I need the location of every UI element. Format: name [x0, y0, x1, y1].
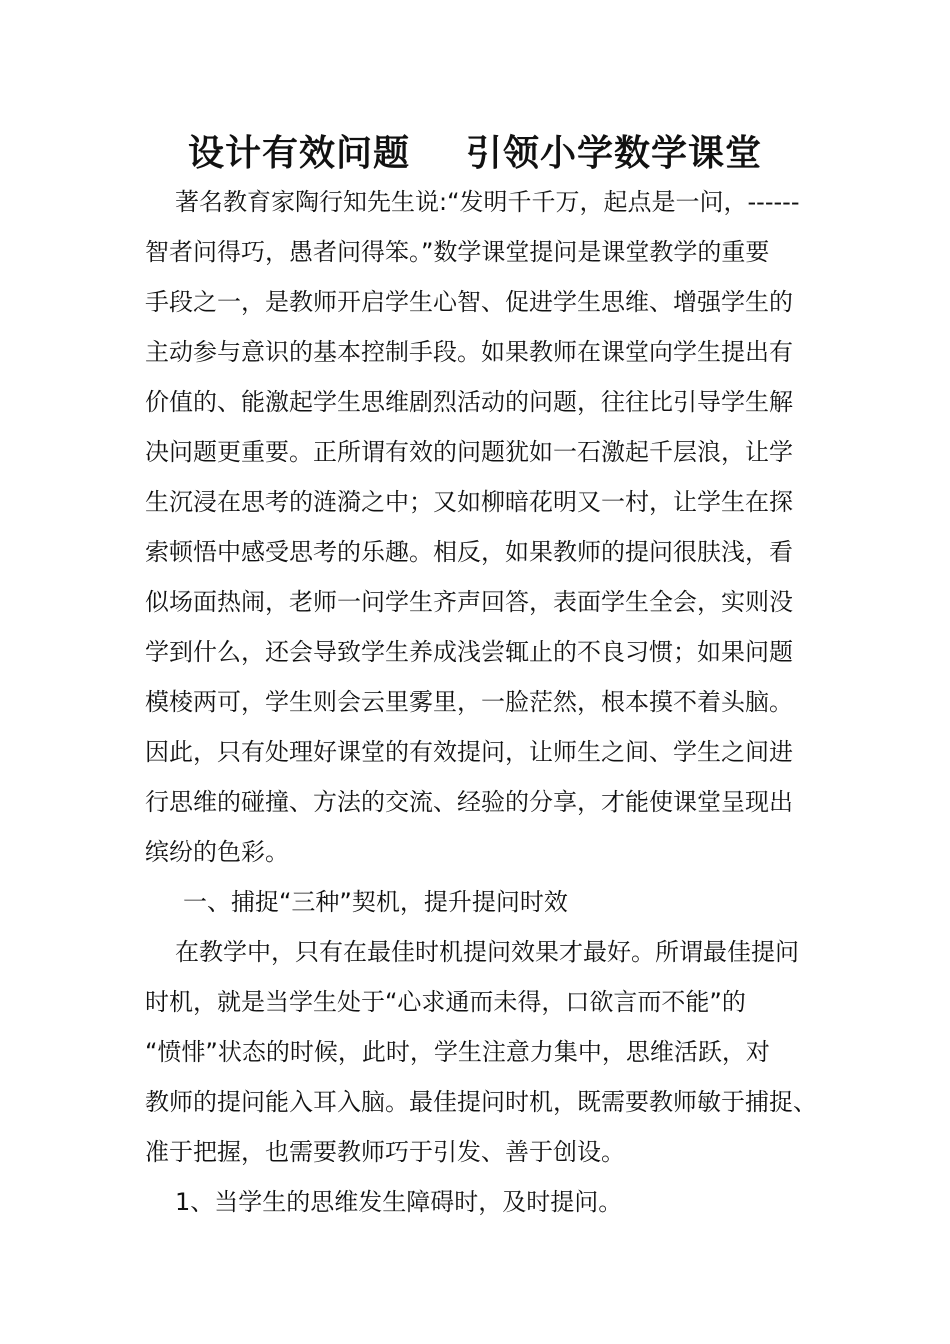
paragraph-line: 生沉浸在思考的涟漪之中；又如柳暗花明又一村，让学生在探	[145, 488, 793, 516]
paragraph-line: 主动参与意识的基本控制手段。如果教师在课堂向学生提出有	[145, 338, 793, 366]
paragraph-line: 著名教育家陶行知先生说:“发明千千万，起点是一问，------	[175, 188, 800, 216]
document-title	[0, 130, 950, 178]
section-heading: 一、捕捉“三种”契机，提升提问时效	[183, 888, 568, 916]
paragraph-line: 教师的提问能入耳入脑。最佳提问时机，既需要教师敏于捕捉、	[145, 1088, 817, 1116]
paragraph-line: “愤悱”状态的时候，此时，学生注意力集中，思维活跃，对	[145, 1038, 770, 1066]
subsection-heading: 1、当学生的思维发生障碍时，及时提问。	[175, 1188, 623, 1216]
paragraph-line: 模棱两可，学生则会云里雾里，一脸茫然，根本摸不着头脑。	[145, 688, 793, 716]
paragraph-line: 索顿悟中感受思考的乐趣。相反，如果教师的提问很肤浅，看	[145, 538, 793, 566]
paragraph-line: 手段之一，是教师开启学生心智、促进学生思维、增强学生的	[145, 288, 793, 316]
paragraph-line: 行思维的碰撞、方法的交流、经验的分享，才能使课堂呈现出	[145, 788, 793, 816]
paragraph-line: 时机，就是当学生处于“心求通而未得，口欲言而不能”的	[145, 988, 746, 1016]
paragraph-line: 似场面热闹，老师一问学生齐声回答，表面学生全会，实则没	[145, 588, 793, 616]
title-part-2: 引领小学数学课堂	[466, 133, 763, 174]
paragraph-line: 学到什么，还会导致学生养成浅尝辄止的不良习惯；如果问题	[145, 638, 793, 666]
paragraph-line: 缤纷的色彩。	[145, 838, 289, 866]
paragraph-line: 价值的、能激起学生思维剧烈活动的问题，往往比引导学生解	[145, 388, 793, 416]
paragraph-line: 智者问得巧，愚者问得笨。”数学课堂提问是课堂教学的重要	[145, 238, 770, 266]
paragraph-line: 在教学中，只有在最佳时机提问效果才最好。所谓最佳提问	[175, 938, 799, 966]
paragraph-line: 准于把握，也需要教师巧于引发、善于创设。	[145, 1138, 625, 1166]
paragraph-line: 决问题更重要。正所谓有效的问题犹如一石激起千层浪，让学	[145, 438, 793, 466]
paragraph-line: 因此，只有处理好课堂的有效提问，让师生之间、学生之间进	[145, 738, 793, 766]
title-part-1: 设计有效问题	[187, 133, 410, 174]
